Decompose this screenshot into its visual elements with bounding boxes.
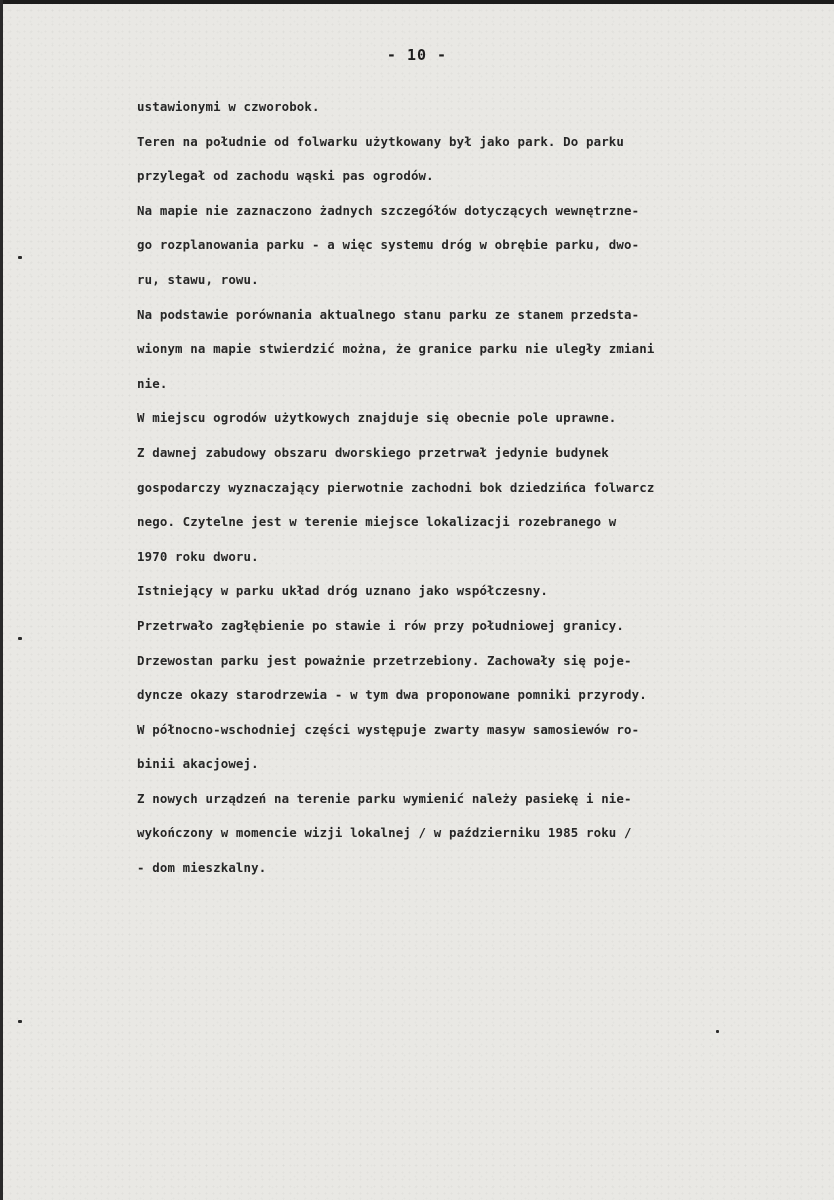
page-edge-left [0, 0, 3, 1200]
text-line: - dom mieszkalny. [137, 860, 267, 876]
text-line: dyncze okazy starodrzewia - w tym dwa proponowane pomniki przyrody. [137, 687, 647, 703]
text-line: Z dawnej zabudowy obszaru dworskiego przetrwał jedynie budynek [137, 444, 609, 460]
text-line: Istniejący w parku układ dróg uznano jako współczesny. [137, 583, 548, 599]
text-line: gospodarczy wyznaczający pierwotnie zachodni bok dziedzińca folwarcz [137, 479, 655, 495]
text-line: 1970 roku dworu. [137, 548, 259, 564]
page-number: - 10 - [386, 46, 448, 64]
text-line: przylegał od zachodu wąski pas ogrodów. [137, 168, 434, 184]
text-line: Na mapie nie zaznaczono żadnych szczegółów dotyczących wewnętrzne- [137, 202, 640, 218]
text-line: Z nowych urządzeń na terenie parku wymienić należy pasiekę i nie- [137, 790, 632, 806]
margin-mark [18, 256, 22, 259]
text-line: ru, stawu, rowu. [137, 271, 259, 287]
text-line: wykończony w momencie wizji lokalnej / w październiku 1985 roku / [137, 825, 632, 841]
page-edge-top [0, 0, 834, 4]
text-line: W miejscu ogrodów użytkowych znajduje się obecnie pole uprawne. [137, 410, 617, 426]
text-line: ustawionymi w czworobok. [137, 99, 320, 114]
text-line: W północno-wschodniej części występuje zwarty masyw samosiewów ro- [137, 721, 640, 737]
body-text [137, 90, 834, 886]
text-line: nego. Czytelne jest w terenie miejsce lokalizacji rozebranego w [137, 514, 617, 530]
text-line: Teren na południe od folwarku użytkowany był jako park. Do parku [137, 133, 625, 149]
text-line: binii akacjowej. [137, 756, 259, 772]
text-line: Na podstawie porównania aktualnego stanu parku ze stanem przedsta- [137, 306, 640, 322]
text-line: Drzewostan parku jest poważnie przetrzebiony. Zachowały się poje- [137, 652, 632, 668]
text-line: go rozplanowania parku - a więc systemu dróg w obrębie parku, dwo- [137, 237, 640, 253]
margin-mark [18, 637, 22, 640]
text-line: Przetrwało zagłębienie po stawie i rów przy południowej granicy. [137, 617, 625, 633]
speck-mark [716, 1030, 719, 1033]
text-line: nie. [137, 375, 168, 391]
margin-mark [18, 1020, 22, 1023]
text-line: wionym na mapie stwierdzić można, że granice parku nie uległy zmiani [137, 341, 655, 357]
